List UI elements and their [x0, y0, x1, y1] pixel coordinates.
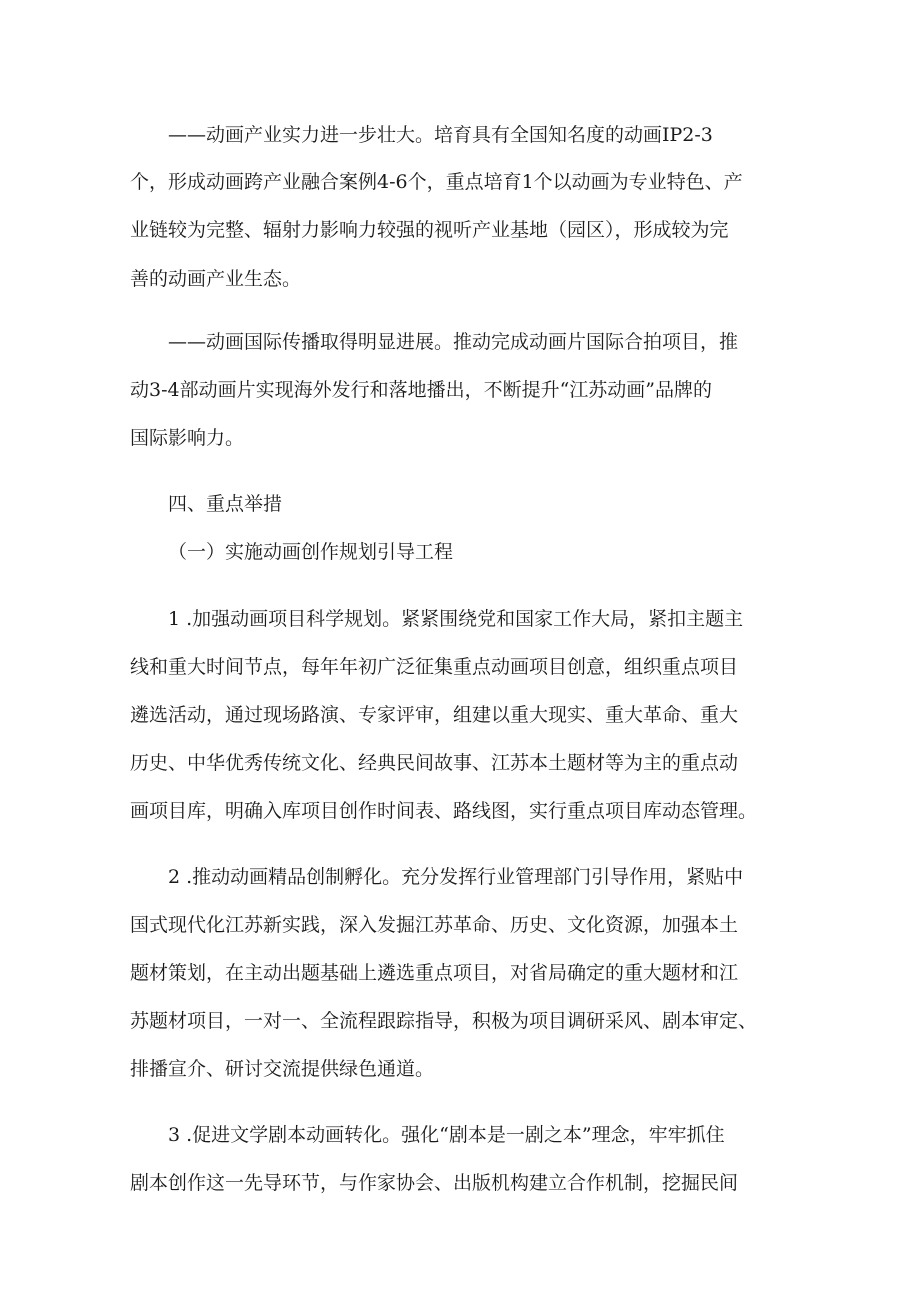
text-line: 2 .推动动画精品创制孵化。充分发挥行业管理部门引导作用，紧贴中 — [168, 866, 744, 888]
section-heading: 四、重点举措 — [168, 493, 283, 515]
text-line: ——动画国际传播取得明显进展。推动完成动画片国际合拍项目，推 — [168, 331, 739, 353]
text-line: 苏题材项目，一对一、全流程跟踪指导，积极为项目调研采风、剧本审定、 — [130, 1010, 758, 1032]
text-line: 遴选活动，通过现场路演、专家评审，组建以重大现实、重大革命、重大 — [130, 704, 739, 726]
text-line: 线和重大时间节点，每年年初广泛征集重点动画项目创意，组织重点项目 — [130, 656, 739, 678]
text-line: ——动画产业实力进一步壮大。培育具有全国知名度的动画IP2-3 — [168, 124, 713, 146]
text-line: 题材策划，在主动出题基础上遴选重点项目，对省局确定的重大题材和江 — [130, 962, 739, 984]
text-line: 国际影响力。 — [130, 427, 245, 449]
text-line: 剧本创作这一先导环节，与作家协会、出版机构建立合作机制，挖掘民间 — [130, 1172, 739, 1194]
text-line: 历史、中华优秀传统文化、经典民间故事、江苏本土题材等为主的重点动 — [130, 752, 739, 774]
text-line: 个，形成动画跨产业融合案例4-6个，重点培育1个以动画为专业特色、产 — [130, 171, 743, 193]
subsection-heading: （一）实施动画创作规划引导工程 — [168, 541, 454, 563]
text-line: 国式现代化江苏新实践，深入发掘江苏革命、历史、文化资源，加强本土 — [130, 914, 739, 936]
text-line: 排播宣介、研讨交流提供绿色通道。 — [130, 1058, 435, 1080]
text-line: 善的动画产业生态。 — [130, 268, 302, 290]
text-line: 3 .促进文学剧本动画转化。强化“剧本是一剧之本”理念，牢牢抓住 — [168, 1124, 725, 1146]
text-line: 动3-4部动画片实现海外发行和落地播出，不断提升“江苏动画”品牌的 — [130, 379, 713, 401]
text-line: 业链较为完整、辐射力影响力较强的视听产业基地（园区），形成较为完 — [130, 219, 729, 241]
text-line: 1 .加强动画项目科学规划。紧紧围绕党和国家工作大局，紧扣主题主 — [168, 608, 744, 630]
text-line: 画项目库，明确入库项目创作时间表、路线图，实行重点项目库动态管理。 — [130, 800, 758, 822]
